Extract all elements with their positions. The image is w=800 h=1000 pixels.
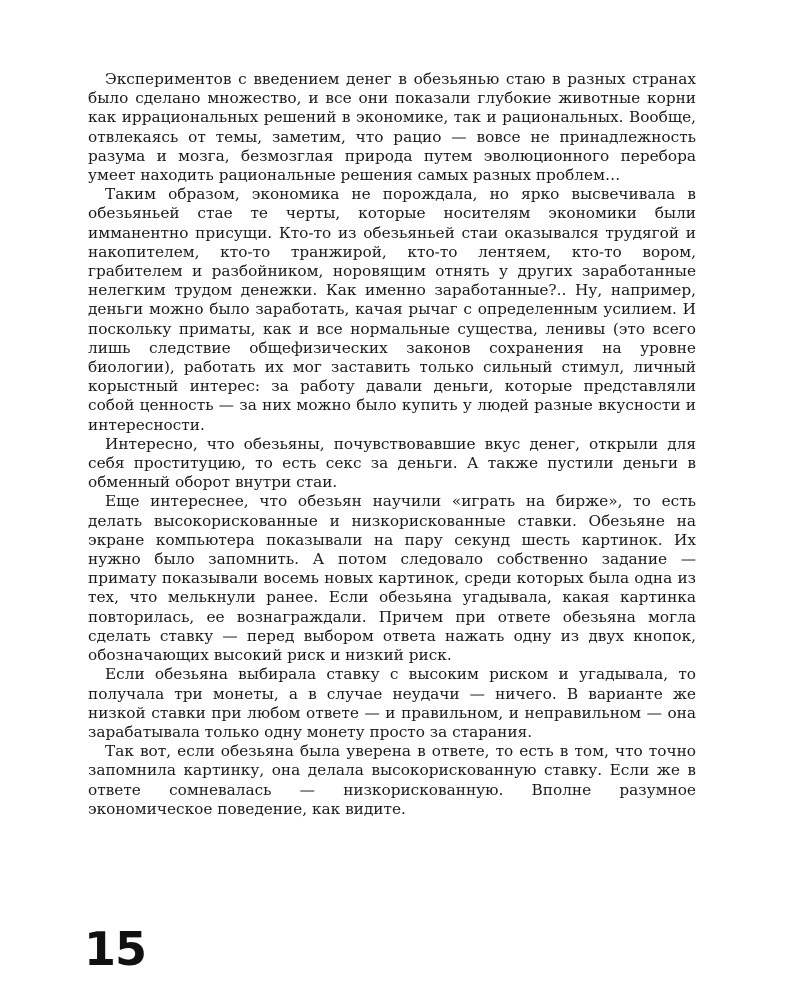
paragraph: Так вот, если обезьяна была уверена в ответе, то есть в том, что точно запомнила картинку, она делала высокорискованную ставку. Если же в ответе сомневалась — низкорискованную. Вполне разумное экономическое поведение, как видите. bbox=[88, 742, 696, 818]
paragraph: Таким образом, экономика не порождала, но ярко высвечивала в обезьяньей стае те черты, которые носителям экономики были имманентно присущи. Кто-то из обезьяньей стаи оказывался трудягой и накопителем, кто-то транжирой, кто-то лентяем, кто-то вором, грабителем и разбойником, норовящим отнять у других заработанные нелегким трудом денежки. Как именно заработанные?.. Ну, например, деньги можно было заработать, качая рычаг с определенным усилием. И поскольку приматы, как и все нормальные существа, ленивы (это всего лишь следствие общефизических законов сохранения на уровне биологии), работать их мог заставить только сильный стимул, личный корыстный интерес: за работу давали деньги, которые представляли собой ценность — за них можно было купить у людей разные вкусности и интересности. bbox=[88, 185, 696, 434]
body-text bbox=[88, 70, 696, 819]
paragraph: Если обезьяна выбирала ставку с высоким риском и угадывала, то получала три монеты, а в случае неудачи — ничего. В варианте же низкой ставки при любом ответе — и правильном, и неправильном — она зарабатывала только одну монету просто за старания. bbox=[88, 665, 696, 741]
paragraph: Интересно, что обезьяны, почувствовавшие вкус денег, открыли для себя проституцию, то есть секс за деньги. А также пустили деньги в обменный оборот внутри стаи. bbox=[88, 434, 696, 492]
paragraph: Еще интереснее, что обезьян научили «играть на бирже», то есть делать высокорискованные и низкорискованные ставки. Обезьяне на экране компьютера показывали на пару секунд шесть картинок. Их нужно было запомнить. А потом следовало собственно задание — примату показывали восемь новых картинок, среди которых была одна из тех, что мелькнули ранее. Если обезьяна угадывала, какая картинка повторилась, ее вознаграждали. Причем при ответе обезьяна могла сделать ставку — перед выбором ответа нажать одну из двух кнопок, обозначающих высокий риск и низкий риск. bbox=[88, 492, 696, 665]
paragraph: Экспериментов с введением денег в обезьянью стаю в разных странах было сделано множество, и все они показали глубокие животные корни как иррациональных решений в экономике, так и рациональных. Вообще, отвлекаясь от темы, заметим, что рацио — вовсе не принадлежность разума и мозга, безмозглая природа путем эволюционного перебора умеет находить рациональные решения самых разных проблем… bbox=[88, 70, 696, 185]
page-number: 15 bbox=[84, 922, 147, 976]
